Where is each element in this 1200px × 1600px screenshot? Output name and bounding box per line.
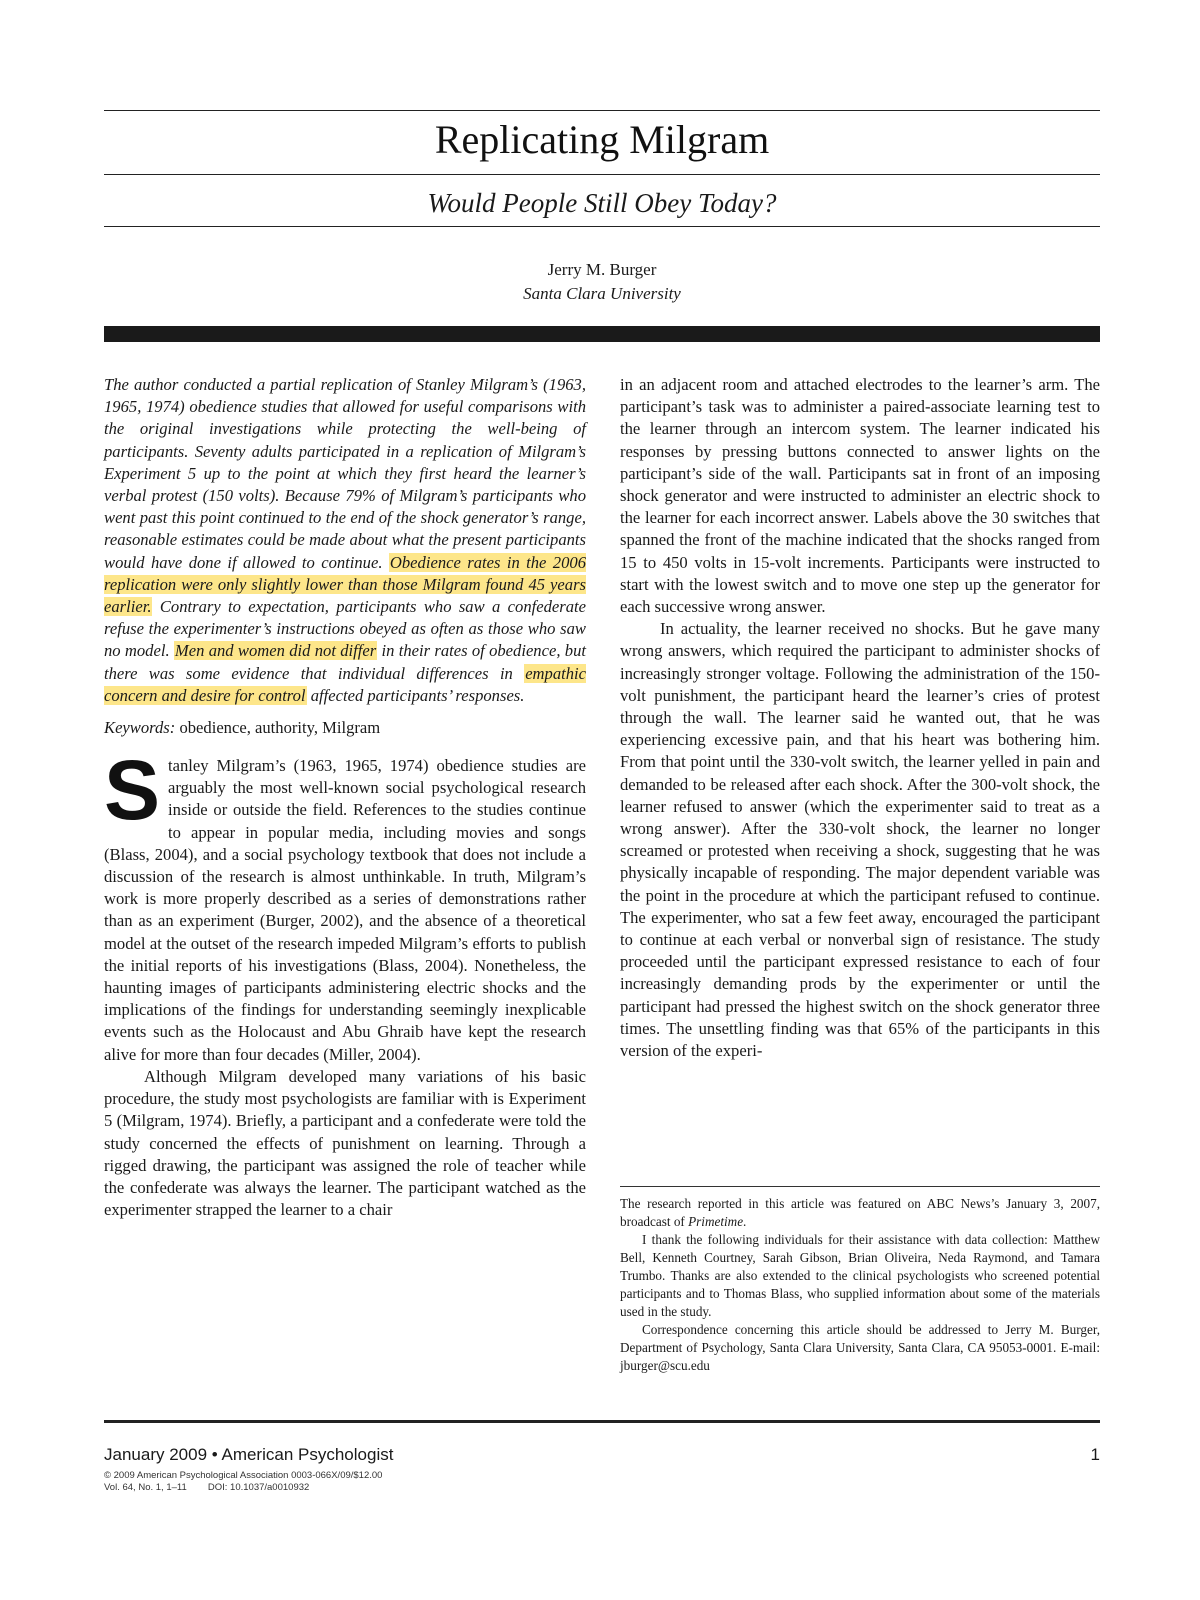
footnote-1-end: .	[743, 1214, 747, 1229]
abstract-highlight-2: Men and women did not differ	[174, 641, 377, 661]
header-bar	[104, 326, 1100, 342]
abstract-text-3: in their rates of obedience, but there was some evidence that individual differences in	[104, 641, 586, 683]
author-affiliation: Santa Clara University	[523, 284, 681, 303]
subtitle-rule	[104, 226, 1100, 227]
drop-cap: S	[104, 743, 161, 838]
abstract-highlight-3: empathic concern and desire for control	[104, 663, 587, 705]
doi: DOI: 10.1037/a0010932	[207, 1482, 310, 1493]
abstract-text-4: affected participants’ responses.	[310, 685, 525, 705]
keywords-line	[104, 717, 586, 739]
keywords-text: obedience, authority, Milgram	[179, 718, 381, 738]
body-paragraph-4: In actuality, the learner received no shocks. But he gave many wrong answers, which required the participant to administer shocks of increasingly stronger voltage. Following the administration of the 150-volt punishment, the participant heard the learner’s cries of protest through the wall. The learner said he wanted out, that he was experiencing excessive pain, and that his heart was bothering him. From that point until the 330-volt switch, the learner yelled in pain and demanded to be released after each shock. After the 300-volt shock, the learner refused to answer (which the experimenter said to treat as a wrong answer). After the 330-volt shock, the learner no longer screamed or protested when receiving a shock, suggesting that he was physically incapable of responding. The major dependent variable was the point in the procedure at which the participant refused to continue. The experimenter, who sat a few feet away, encouraged the participant to continue at each verbal or nonverbal sign of resistance. The study proceeded until the participant expressed resistance to each of four increasingly demanding prods by the experimenter or until the participant had pressed the highest switch on the shock generator three times. The unsettling finding was that 65% of the participants in this version of the experi-	[620, 619, 1100, 1061]
left-column	[104, 374, 586, 1221]
abstract-text-2: Contrary to expectation, participants who saw a confederate refuse the experimenter’s instructions obeyed as often as those who saw no model.	[104, 597, 586, 661]
body-paragraph-3: in an adjacent room and attached electrodes to the learner’s arm. The participant’s task was to administer a paired-associate learning test to the learner through an intercom system. The learner indicated his responses by pressing buttons connected to answer lights on the participant’s side of the wall. Participants sat in front of an imposing shock generator and were instructed to administer an electric shock to the learner for each incorrect answer. Labels above the 30 switches that spanned the front of the machine indicated that the shocks ranged from 15 to 450 volts in 15-volt increments. Participants were instructed to start with the lowest switch and to move one step up the generator for each successive wrong answer.	[620, 375, 1100, 617]
footnotes	[620, 1186, 1100, 1375]
title-rule	[104, 174, 1100, 175]
keywords-label: Keywords:	[104, 718, 176, 738]
volume-info: Vol. 64, No. 1, 1–11	[104, 1482, 187, 1493]
footer-citation	[104, 1470, 382, 1494]
footer-journal: January 2009 • American Psychologist	[104, 1445, 394, 1464]
body-paragraph-2: Although Milgram developed many variations of his basic procedure, the study most psychologists are familiar with is Experiment 5 (Milgram, 1974). Briefly, a participant and a confederate were told the study concerned the effects of punishment on learning. Through a rigged drawing, the participant was assigned the role of teacher while the confederate was always the learner. The participant watched as the experimenter strapped the learner to a chair	[104, 1066, 586, 1220]
page-number: 1	[1090, 1445, 1100, 1464]
body-paragraph-1	[104, 743, 586, 1066]
abstract	[104, 374, 586, 707]
author-name: Jerry M. Burger	[547, 260, 657, 279]
right-column	[620, 374, 1100, 1062]
footnote-2: I thank the following individuals for their assistance with data collection: Matthew Bell, Kenneth Courtney, Sarah Gibson, Brian Oliveira, Neda Raymond, and Tamara Trumbo. Thanks are also extended to the clinical psychologists who screened potential participants and to Thomas Blass, who supplied information about some of the materials used in the study.	[620, 1232, 1100, 1319]
volume-doi-line	[104, 1482, 382, 1494]
article-subtitle: Would People Still Obey Today?	[427, 188, 777, 218]
article-title: Replicating Milgram	[434, 117, 770, 162]
footnote-1-show: Primetime	[688, 1214, 744, 1229]
top-rule	[104, 110, 1100, 111]
footnote-1	[620, 1195, 1100, 1231]
body-paragraph-1-text: tanley Milgram’s (1963, 1965, 1974) obedience studies are arguably the most well-known social psychological research inside or outside the field. References to the studies continue to appear in popular media, including movies and songs (Blass, 2004), and a social psychology textbook that does not include a discussion of the research is almost unthinkable. In truth, Milgram’s work is more properly described as a series of demonstrations rather than as an experiment (Burger, 2002), and the absence of a theoretical model at the outset of the research impeded Milgram’s efforts to publish the initial reports of his investigations (Blass, 2004). Nonetheless, the haunting images of participants administering electric shocks and the implications of the findings for understanding seemingly inexplicable events such as the Holocaust and Abu Ghraib have kept the research alive for more than four decades (Miller, 2004).	[104, 756, 586, 1064]
footnote-1-text: The research reported in this article was featured on ABC News’s January 3, 2007, broadcast of	[620, 1196, 1100, 1229]
abstract-highlight-1: Obedience rates in the 2006 replication were only slightly lower than those Milgram found 45 years earlier.	[104, 552, 586, 617]
footnote-3: Correspondence concerning this article should be addressed to Jerry M. Burger, Department of Psychology, Santa Clara University, Santa Clara, CA 95053-0001. E-mail: jburger@scu.edu	[620, 1322, 1100, 1373]
abstract-text-1: The author conducted a partial replication of Stanley Milgram’s (1963, 1965, 1974) obedience studies that allowed for useful comparisons with the original investigations while protecting the well-being of participants. Seventy adults participated in a replication of Milgram’s Experiment 5 up to the point at which they first heard the learner’s verbal protest (150 volts). Because 79% of Milgram’s participants who went past this point continued to the end of the shock generator’s range, reasonable estimates could be made about what the present participants would have done if allowed to continue.	[104, 375, 586, 572]
footer-rule	[104, 1420, 1100, 1423]
copyright-line: © 2009 American Psychological Association 0003-066X/09/$12.00	[104, 1470, 383, 1481]
